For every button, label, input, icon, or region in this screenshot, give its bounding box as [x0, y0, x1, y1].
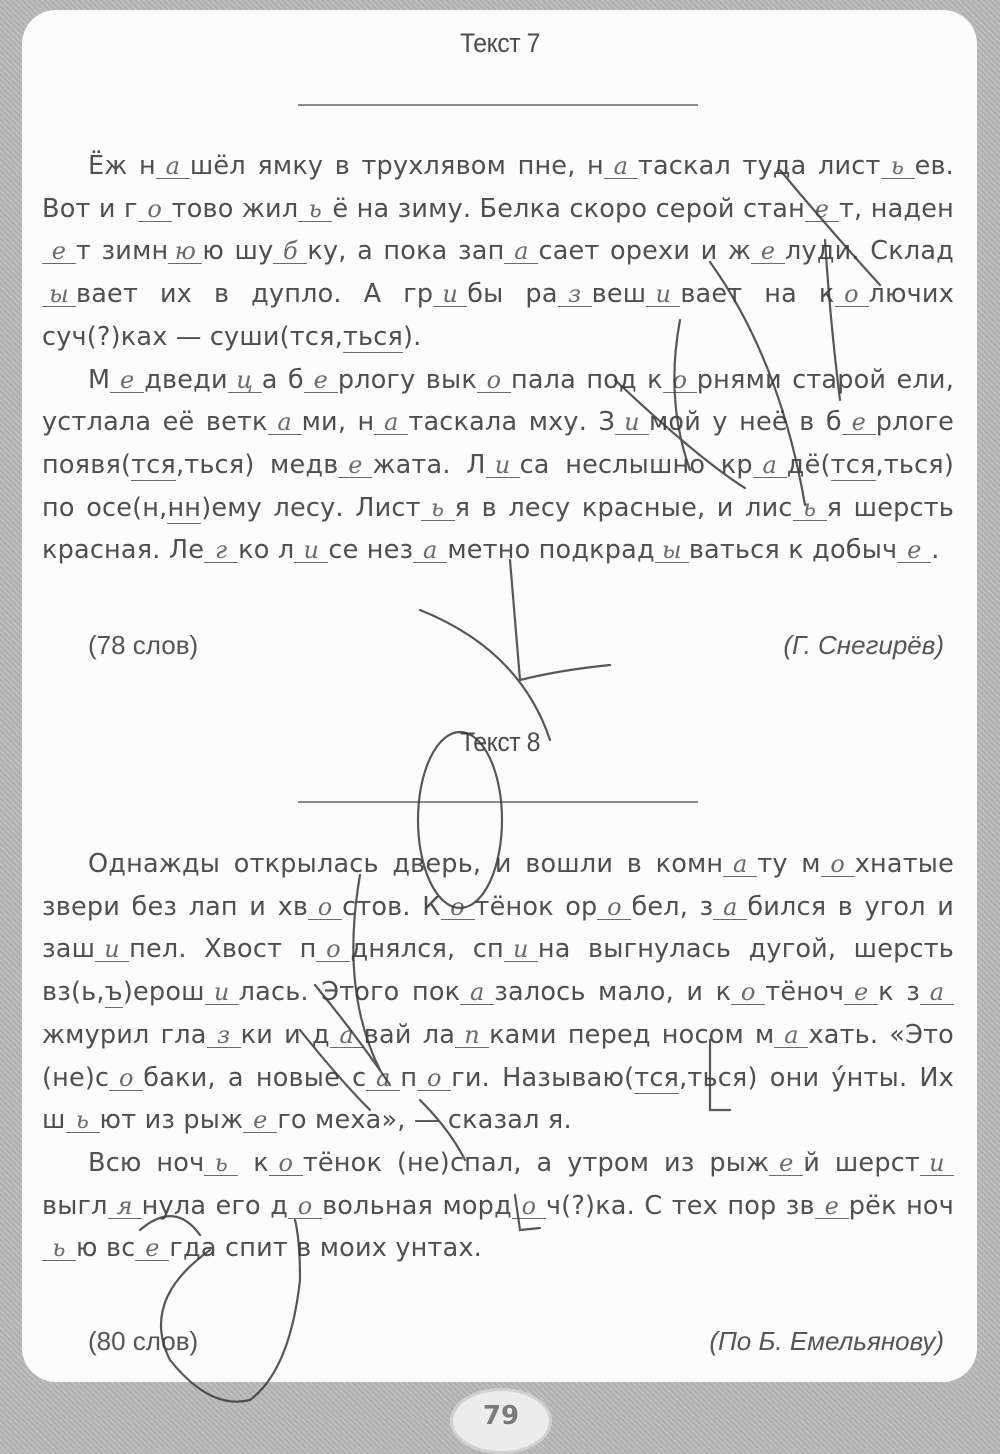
- handwritten-answer-blank: г: [204, 538, 238, 563]
- handwritten-answer-blank: а: [504, 239, 538, 264]
- handwritten-answer-blank: а: [268, 410, 302, 435]
- text7-author: (Г. Снегирёв): [783, 630, 944, 660]
- handwritten-answer-blank: а: [330, 1023, 364, 1048]
- handwritten-answer-blank: е: [805, 197, 839, 222]
- underlined-choice: тся: [830, 449, 876, 480]
- handwritten-answer-blank: а: [460, 980, 494, 1005]
- handwritten-answer-blank: о: [269, 1151, 303, 1176]
- handwritten-answer-blank: о: [835, 282, 869, 307]
- text7-word-count: (78 слов): [88, 630, 199, 660]
- underlined-choice: тся: [634, 1062, 680, 1093]
- handwritten-answer-blank: ы: [42, 282, 76, 307]
- page-number: 79: [450, 1388, 552, 1454]
- handwritten-answer-blank: я: [108, 1194, 142, 1219]
- handwritten-answer-blank: а: [723, 852, 757, 877]
- handwritten-answer-blank: а: [604, 154, 638, 179]
- handwritten-answer-blank: и: [95, 937, 129, 962]
- handwritten-answer-blank: и: [920, 1151, 954, 1176]
- handwritten-answer-blank: е: [751, 239, 785, 264]
- handwritten-answer-blank: о: [663, 368, 697, 393]
- text8-answer-line: [298, 801, 698, 803]
- handwritten-answer-blank: е: [844, 980, 878, 1005]
- underlined-choice: ъ: [104, 977, 123, 1008]
- handwritten-answer-blank: о: [731, 980, 765, 1005]
- text7-paragraph: Ёж н а шёл ямку в трухлявом пне, н а таскал туда лист ь ев. Вот и г о тово жил ь ё на зиму. Белка скоро серой стан е т, надене т зимн ю ю шу б ку, а пока зап а сает орехи и ж е луди. Склады вает их в дупло. А гр и бы ра з веш и вает на к о лючих суч(?)ках — суши(тся,ться).: [42, 151, 954, 352]
- handwritten-answer-blank: а: [156, 154, 190, 179]
- handwritten-answer-blank: и: [294, 538, 328, 563]
- text8-paragraph: Всю ноч ь к о тёнок (не)спал, а утром из рыж е й шерст и выгл я нула его д о вольная морд о ч(?)ка. С тех пор зв е рёк ночь ю вс е гда спит в моих унтах.: [42, 1147, 955, 1264]
- underlined-choice: ться: [342, 321, 403, 352]
- handwritten-answer-blank: ь: [421, 496, 455, 521]
- handwritten-answer-blank: ц: [228, 368, 262, 393]
- handwritten-answer-blank: а: [753, 453, 787, 478]
- handwritten-answer-blank: ь: [881, 154, 915, 179]
- handwritten-answer-blank: о: [477, 368, 511, 393]
- handwritten-answer-blank: о: [512, 1194, 546, 1219]
- handwritten-answer-blank: е: [243, 1108, 277, 1133]
- text7-title: Текст 7: [459, 28, 541, 58]
- handwritten-answer-blank: о: [821, 852, 855, 877]
- handwritten-answer-blank: ь: [298, 197, 332, 222]
- handwritten-answer-blank: з: [558, 282, 592, 307]
- handwritten-answer-blank: ю: [168, 239, 202, 264]
- handwritten-answer-blank: е: [42, 239, 76, 264]
- text7-body: [42, 145, 954, 572]
- text7-answer-line: [298, 104, 698, 106]
- underlined-choice: тся: [131, 449, 176, 480]
- handwritten-answer-blank: о: [308, 895, 342, 920]
- handwritten-answer-blank: ь: [42, 1236, 76, 1261]
- handwritten-answer-blank: а: [374, 410, 408, 435]
- handwritten-answer-blank: о: [417, 1066, 451, 1091]
- handwritten-answer-blank: о: [109, 1066, 143, 1091]
- handwritten-answer-blank: а: [774, 1023, 808, 1048]
- handwritten-answer-blank: о: [288, 1194, 322, 1219]
- handwritten-answer-blank: а: [920, 980, 954, 1005]
- handwritten-answer-blank: и: [205, 980, 239, 1005]
- handwritten-answer-blank: о: [138, 197, 172, 222]
- text8-title: Текст 8: [459, 727, 541, 757]
- handwritten-answer-blank: и: [486, 453, 520, 478]
- handwritten-answer-blank: е: [769, 1151, 803, 1176]
- handwritten-answer-blank: е: [304, 368, 338, 393]
- handwritten-answer-blank: з: [207, 1023, 241, 1048]
- handwritten-answer-blank: ь: [793, 496, 827, 521]
- underlined-choice: нн: [167, 492, 202, 523]
- handwritten-answer-blank: и: [433, 282, 467, 307]
- text8-word-count: (80 слов): [88, 1326, 199, 1356]
- handwritten-answer-blank: а: [366, 1066, 400, 1091]
- handwritten-answer-blank: ь: [204, 1151, 238, 1176]
- text8-author: (По Б. Емельянову): [709, 1326, 944, 1356]
- handwritten-answer-blank: о: [441, 895, 475, 920]
- handwritten-answer-blank: ь: [66, 1108, 100, 1133]
- text8-paragraph: Однажды открылась дверь, и вошли в комн а ту м о хнатые звери без лап и хв о стов. К о тёнок ор о бел, з а бился в угол и заш и пел. Хвост п о днялся, сп и на выгнулась дугой, шерсть вз(ь,ъ)ерош и лась. Этого пок а залось мало, и к о тёноч е к з ажмурил гла з ки и д а вай ла п ками перед носом м а хать. «Это (не)с о баки, а новые с а п о ги. Называю(тся,ться) они у́нты. Их ш ь ют из рыж е го меха», — сказал я.: [42, 849, 954, 1136]
- text8-body: [42, 843, 954, 1270]
- handwritten-answer-blank: и: [615, 410, 649, 435]
- handwritten-answer-blank: а: [713, 895, 747, 920]
- handwritten-answer-blank: е: [110, 368, 144, 393]
- handwritten-answer-blank: б: [273, 239, 307, 264]
- handwritten-answer-blank: е: [135, 1236, 169, 1261]
- handwritten-answer-blank: и: [646, 282, 680, 307]
- handwritten-answer-blank: е: [897, 538, 931, 563]
- handwritten-answer-blank: е: [815, 1194, 849, 1219]
- handwritten-answer-blank: о: [597, 895, 631, 920]
- handwritten-answer-blank: п: [455, 1023, 489, 1048]
- handwritten-answer-blank: о: [316, 937, 350, 962]
- handwritten-answer-blank: е: [338, 453, 372, 478]
- handwritten-answer-blank: ы: [655, 538, 689, 563]
- text7-paragraph: М е дведи ц а б е рлогу вык о пала под к о рнями старой ели, устлала её ветк а ми, н а таскала мху. З и мой у неё в б е рлоге появя(тся,ться) медв е жата. Л и са неслышно кр а дё(тся,ться) по осе(н,нн)ему лесу. Лист ь я в лесу красные, и лис ь я шерсть красная. Ле г ко л и се нез а метно подкрад ы ваться к добыч е .: [42, 364, 955, 566]
- handwritten-answer-blank: а: [413, 538, 447, 563]
- handwritten-answer-blank: и: [504, 937, 538, 962]
- handwritten-answer-blank: е: [842, 410, 876, 435]
